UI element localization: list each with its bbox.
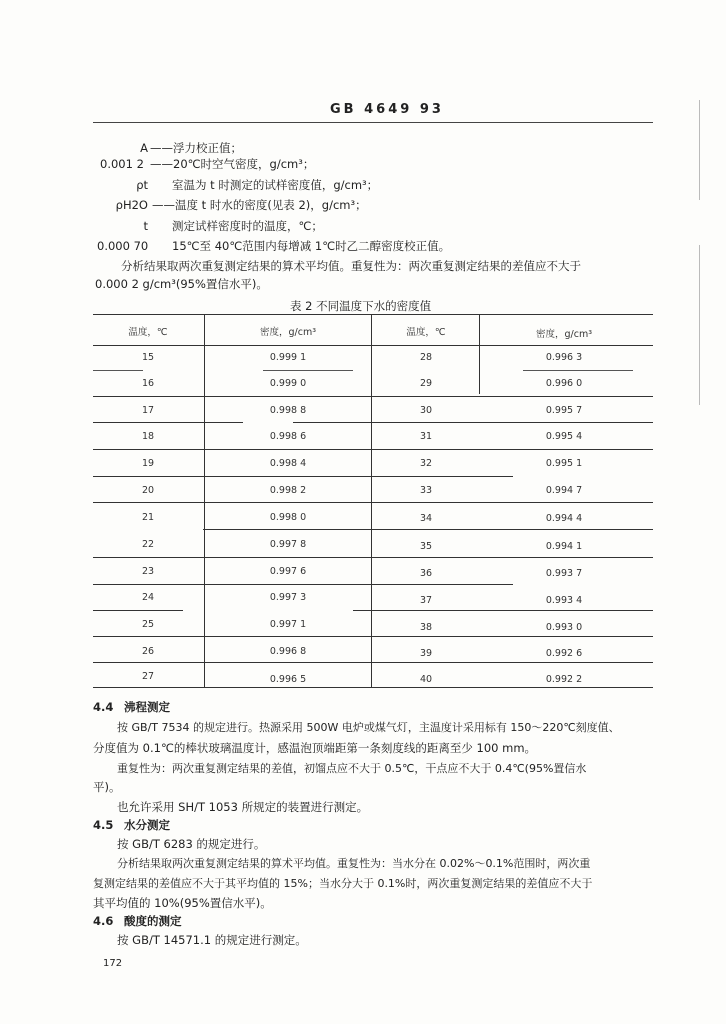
density-cell: 0.994 1	[545, 541, 583, 552]
scan-artifact	[699, 100, 700, 200]
symbol-glycol-correction-desc: 15℃至 40℃范围内每增减 1℃时乙二醇密度校正值。	[172, 239, 451, 253]
section-4-4-title: 沸程测定	[124, 700, 170, 714]
temp-cell: 34	[419, 513, 433, 524]
temp-cell: 32	[419, 458, 433, 469]
header-rule	[93, 122, 653, 123]
density-cell: 0.996 5	[269, 674, 307, 685]
density-cell: 0.998 2	[269, 485, 307, 496]
section-4-4-p2-line2: 平)。	[93, 780, 121, 794]
section-4-4-p1-line2: 分度值为 0.1℃的棒状玻璃温度计，感温泡顶端距第一条刻度线的距离至少 100 mm。	[93, 741, 537, 755]
table-title: 表 2 不同温度下水的密度值	[290, 299, 432, 313]
temp-cell: 28	[419, 352, 433, 363]
table-header-temp-1: 温度，℃	[128, 327, 168, 338]
temp-cell: 22	[141, 539, 155, 550]
table-row-rule	[93, 584, 513, 585]
section-4-6-title: 酸度的测定	[124, 914, 182, 928]
symbol-air-density-desc: ——20℃时空气密度，g/cm³；	[150, 157, 315, 171]
section-4-5-p2-line3: 其平均值的 10%(95%置信水平)。	[93, 896, 272, 910]
table-bottom-rule	[93, 687, 653, 688]
temp-cell: 25	[141, 619, 155, 630]
density-table	[93, 314, 653, 694]
table-row-rule	[203, 529, 653, 530]
density-cell: 0.999 1	[269, 352, 307, 363]
table-header-temp-2: 温度，℃	[406, 327, 446, 338]
table-row-rule	[353, 610, 653, 611]
density-cell: 0.997 3	[269, 592, 307, 603]
table-row-rule	[93, 610, 183, 611]
table-header-density-2: 密度，g/cm³	[535, 329, 593, 340]
density-cell: 0.997 8	[269, 539, 307, 550]
density-cell: 0.996 3	[545, 352, 583, 363]
density-cell: 0.997 6	[269, 566, 307, 577]
symbol-glycol-correction: 0.000 70	[97, 239, 149, 253]
document-code: GB 4649 93	[330, 102, 444, 117]
density-cell: 0.994 7	[545, 485, 583, 496]
temp-cell: 39	[419, 648, 433, 659]
density-cell: 0.998 0	[269, 512, 307, 523]
scan-artifact	[699, 245, 700, 405]
section-4-6-p1: 按 GB/T 14571.1 的规定进行测定。	[117, 933, 307, 947]
symbol-air-density: 0.001 2	[100, 157, 144, 171]
temp-cell: 29	[419, 378, 433, 389]
symbol-rho-h2o-desc: ——温度 t 时水的密度(见表 2)，g/cm³；	[152, 198, 367, 212]
density-cell: 0.999 0	[269, 378, 307, 389]
page-number: 172	[103, 958, 123, 969]
section-4-5-number: 4.5	[93, 818, 114, 832]
temp-cell: 15	[141, 352, 155, 363]
density-cell: 0.993 0	[545, 622, 583, 633]
temp-cell: 24	[141, 592, 155, 603]
symbol-t-desc: 测定试样密度时的温度，℃；	[172, 219, 323, 233]
density-cell: 0.996 0	[545, 378, 583, 389]
section-4-5-p2-line2: 复测定结果的差值应不大于其平均值的 15%；当水分大于 0.1%时，两次重复测定结果的差值应不大于	[93, 877, 593, 890]
density-cell: 0.997 1	[269, 619, 307, 630]
density-cell: 0.995 4	[545, 431, 583, 442]
temp-cell: 26	[141, 646, 155, 657]
symbol-a: A	[140, 141, 148, 155]
section-4-6-number: 4.6	[93, 914, 114, 928]
density-cell: 0.995 7	[545, 405, 583, 416]
density-cell: 0.998 8	[269, 405, 307, 416]
temp-cell: 36	[419, 568, 433, 579]
temp-cell: 17	[141, 405, 155, 416]
density-cell: 0.998 6	[269, 431, 307, 442]
symbol-a-desc: ——浮力校正值；	[150, 141, 242, 155]
temp-cell: 30	[419, 405, 433, 416]
density-cell: 0.992 2	[545, 674, 583, 685]
table-row-rule	[93, 636, 653, 637]
temp-cell: 23	[141, 566, 155, 577]
density-cell: 0.998 4	[269, 458, 307, 469]
table-row-rule	[293, 422, 653, 423]
temp-cell: 31	[419, 431, 433, 442]
table-row-rule	[93, 449, 653, 450]
table-row-mark	[263, 370, 353, 371]
temp-cell: 37	[419, 595, 433, 606]
section-4-4-number: 4.4	[93, 700, 114, 714]
para-repeatability-line2: 0.000 2 g/cm³(95%置信水平)。	[95, 277, 268, 291]
section-4-4-p1-line1: 按 GB/T 7534 的规定进行。热源采用 500W 电炉或煤气灯，主温度计采用标有 150～220℃刻度值、	[117, 721, 620, 734]
table-row-rule	[93, 476, 513, 477]
section-4-5-p2-line1: 分析结果取两次重复测定结果的算术平均值。重复性为：当水分在 0.02%～0.1%范围时，两次重	[117, 857, 591, 870]
temp-cell: 40	[419, 674, 433, 685]
temp-cell: 27	[141, 671, 155, 682]
temp-cell: 21	[141, 512, 155, 523]
section-4-4-p3: 也允许采用 SH/T 1053 所规定的装置进行测定。	[117, 800, 369, 814]
table-row-mark	[523, 370, 633, 371]
temp-cell: 18	[141, 431, 155, 442]
section-4-4-p2-line1: 重复性为：两次重复测定结果的差值，初馏点应不大于 0.5℃，干点应不大于 0.4℃(95%置信水	[117, 762, 587, 775]
table-row-rule	[93, 396, 653, 397]
temp-cell: 35	[419, 541, 433, 552]
section-4-5-title: 水分测定	[124, 818, 170, 832]
symbol-t: t	[143, 219, 148, 233]
temp-cell: 33	[419, 485, 433, 496]
temp-cell: 38	[419, 622, 433, 633]
symbol-rho-t-desc: 室温为 t 时测定的试样密度值，g/cm³；	[172, 178, 379, 192]
symbol-rho-t: ρt	[136, 178, 148, 192]
table-row-rule	[93, 557, 653, 558]
density-cell: 0.996 8	[269, 646, 307, 657]
para-repeatability-line1: 分析结果取两次重复测定结果的算术平均值。重复性为：两次重复测定结果的差值应不大于	[121, 259, 581, 273]
symbol-rho-h2o: ρH2O	[115, 198, 148, 212]
table-header-density-1: 密度，g/cm³	[259, 327, 317, 338]
density-cell: 0.995 1	[545, 458, 583, 469]
density-cell: 0.993 7	[545, 568, 583, 579]
temp-cell: 19	[141, 458, 155, 469]
table-header-rule	[93, 345, 653, 346]
table-row-rule	[93, 662, 653, 663]
temp-cell: 16	[141, 378, 155, 389]
table-top-rule	[93, 314, 653, 315]
table-col-rule-1	[204, 314, 205, 687]
table-row-rule	[93, 422, 243, 423]
section-4-5-p1: 按 GB/T 6283 的规定进行。	[117, 837, 266, 851]
density-cell: 0.994 4	[545, 513, 583, 524]
density-cell: 0.993 4	[545, 595, 583, 606]
table-row-mark	[93, 370, 143, 371]
density-cell: 0.992 6	[545, 648, 583, 659]
temp-cell: 20	[141, 485, 155, 496]
table-row-rule	[93, 502, 653, 503]
